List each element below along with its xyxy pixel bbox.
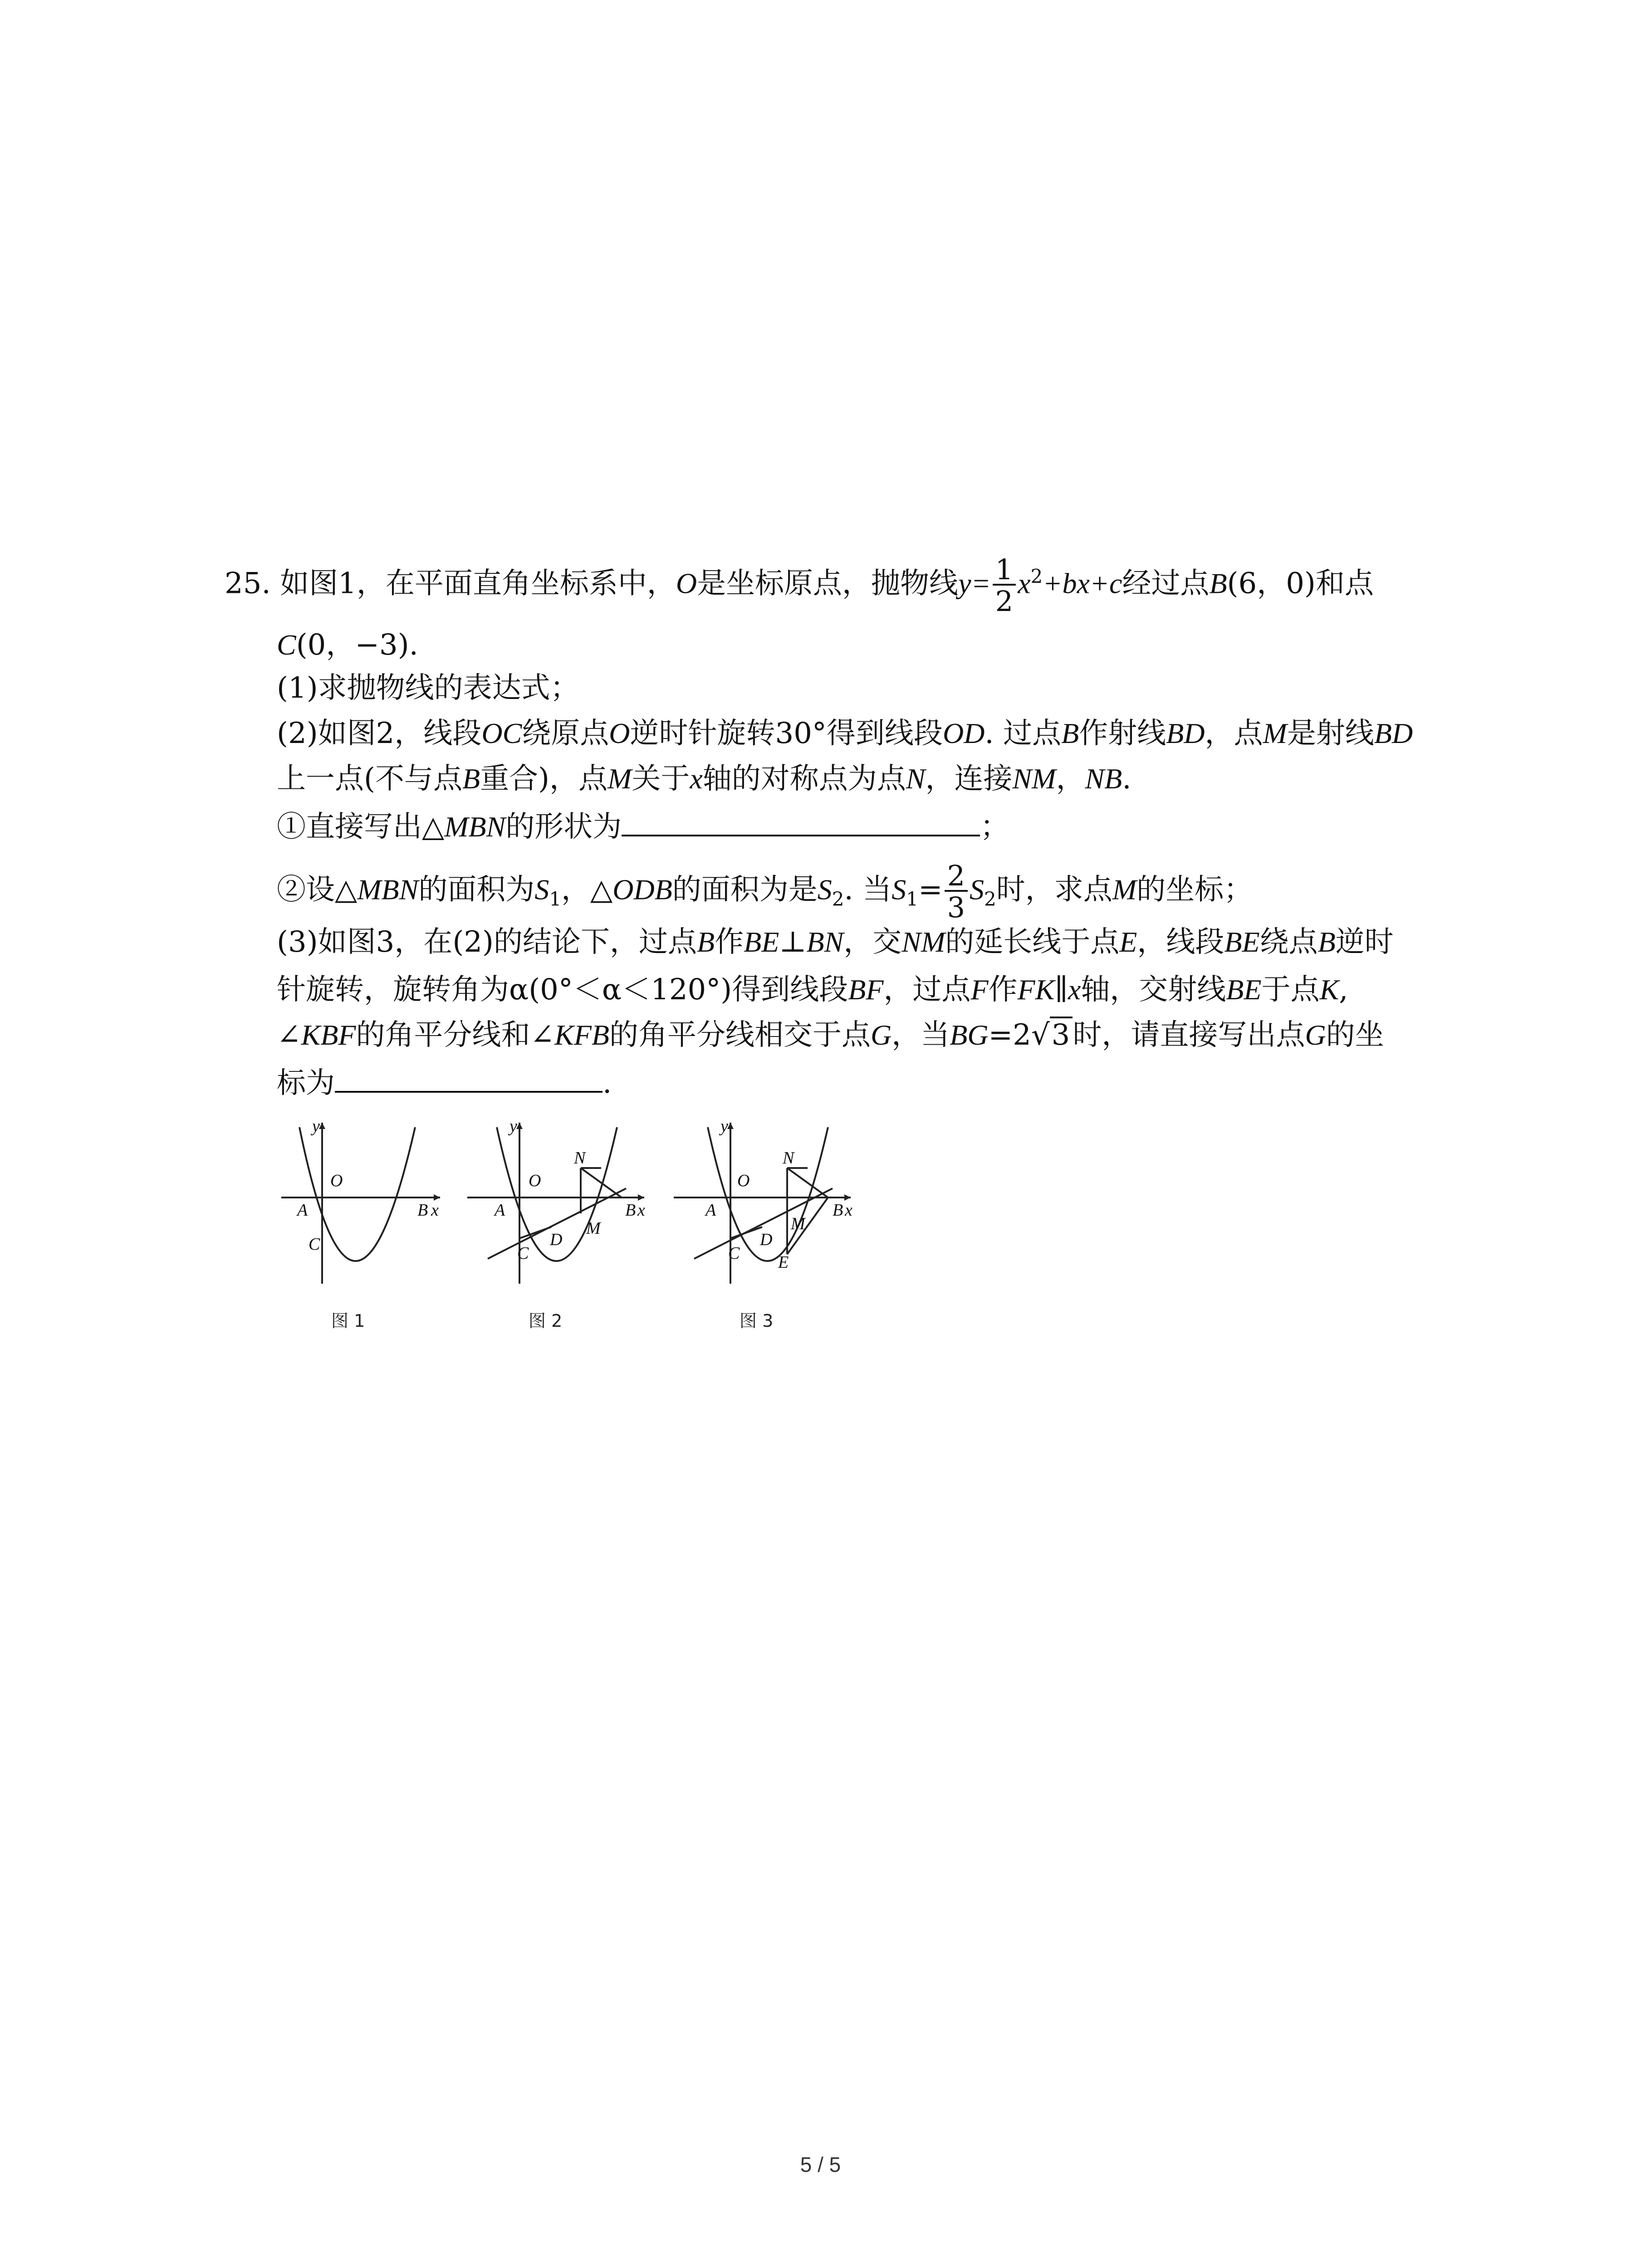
fig2-caption: 图 2	[529, 1311, 563, 1331]
fig3-label-E: E	[778, 1253, 789, 1272]
fig2-x-arrow-icon	[638, 1194, 644, 1201]
fig2-label-O: O	[529, 1171, 541, 1190]
fig3-caption: 图 3	[740, 1311, 774, 1331]
fig3-label-B: B	[833, 1201, 843, 1220]
fig3-y-arrow-icon	[727, 1123, 734, 1129]
fig1-label-A: A	[297, 1201, 308, 1220]
fig3-label-D: D	[760, 1230, 773, 1249]
figure-3	[674, 1123, 851, 1284]
fraction-two-thirds: $\frac{2}{3}$	[945, 862, 968, 922]
fig2-segment-NB	[581, 1168, 622, 1198]
problem-number: 25.	[225, 567, 271, 601]
fig2-y-arrow-icon	[516, 1123, 523, 1129]
page-number: 5 / 5	[800, 2153, 841, 2176]
part3-line-3: ∠KBF的角平分线和∠KFB的角平分线相交于点G，当BG=2√3时，请直接写出点G的坐	[277, 1021, 1384, 1050]
fig1-caption: 图 1	[331, 1311, 365, 1331]
fig2-label-D: D	[550, 1230, 563, 1249]
fig2-label-A: A	[495, 1201, 505, 1220]
fig2-segment-OD	[519, 1227, 551, 1238]
fig2-label-x: x	[637, 1201, 645, 1220]
fig1-label-C: C	[309, 1235, 320, 1254]
fig2-label-B: B	[625, 1201, 636, 1220]
question-1: ①直接写出△MBN的形状为 ；	[277, 810, 1009, 844]
fig1-label-O: O	[330, 1171, 343, 1190]
fig3-x-arrow-icon	[844, 1194, 851, 1201]
answer-blank-coordinate[interactable]	[335, 1068, 603, 1093]
fraction-one-half: $\frac{1}{2}$	[993, 556, 1016, 616]
fig2-label-C: C	[517, 1244, 529, 1263]
problem-intro-line: 25. 如图1，在平面直角坐标系中，O是坐标原点，抛物线y= $\frac{1}{2}$ $x^2+bx+c$经过点B(6，0)和点	[225, 553, 1374, 618]
fig3-label-M: M	[791, 1214, 805, 1233]
fig3-label-O: O	[737, 1171, 750, 1190]
fig1-x-arrow-icon	[434, 1194, 440, 1201]
sqrt-expression: √3	[1031, 1021, 1073, 1050]
problem-intro-line-2: C(0，−3).	[277, 628, 419, 662]
answer-blank-shape[interactable]	[622, 812, 980, 836]
part3-line-4: 标为 .	[277, 1066, 612, 1100]
fig3-segment-NB	[787, 1168, 828, 1198]
part2-line-2: 上一点(不与点B重合)，点M关于x轴的对称点为点N，连接NM，NB.	[277, 762, 1132, 796]
figures-group	[272, 1114, 871, 1340]
fig3-label-x: x	[845, 1201, 852, 1220]
fig1-y-arrow-icon	[319, 1123, 325, 1129]
part3-line-2: 针旋转，旋转角为α(0°＜α＜120°)得到线段BF，过点F作FK∥x轴，交射线BE于点K,	[277, 973, 1348, 1007]
fig2-label-M: M	[586, 1219, 601, 1238]
fig1-label-y: y	[312, 1117, 320, 1136]
question-2: ②设△MBN的面积为$S_1$，△ODB的面积为是$S_2$. 当$S_1=$ $\frac{2}{3}$ $S_2$时，求点M的坐标；	[277, 859, 1253, 924]
part3-line-1: (3)如图3，在(2)的结论下，过点B作BE⊥BN，交NM的延长线于点E，线段BE绕点B逆时	[277, 925, 1394, 959]
fig2-label-N: N	[574, 1149, 586, 1168]
fig3-label-A: A	[705, 1201, 716, 1220]
fig1-label-B: B	[417, 1201, 428, 1220]
part1-question: (1)求抛物线的表达式；	[277, 671, 579, 705]
figure-2	[467, 1123, 644, 1284]
fig3-segment-OD	[730, 1227, 762, 1238]
fig3-label-N: N	[783, 1149, 794, 1168]
fig3-label-y: y	[720, 1117, 728, 1136]
part2-line-1: (2)如图2，线段OC绕原点O逆时针旋转30°得到线段OD. 过点B作射线BD，点M是射线BD	[277, 717, 1413, 750]
fig2-label-y: y	[509, 1117, 517, 1136]
fig1-label-x: x	[431, 1201, 439, 1220]
fig3-label-C: C	[728, 1244, 740, 1263]
